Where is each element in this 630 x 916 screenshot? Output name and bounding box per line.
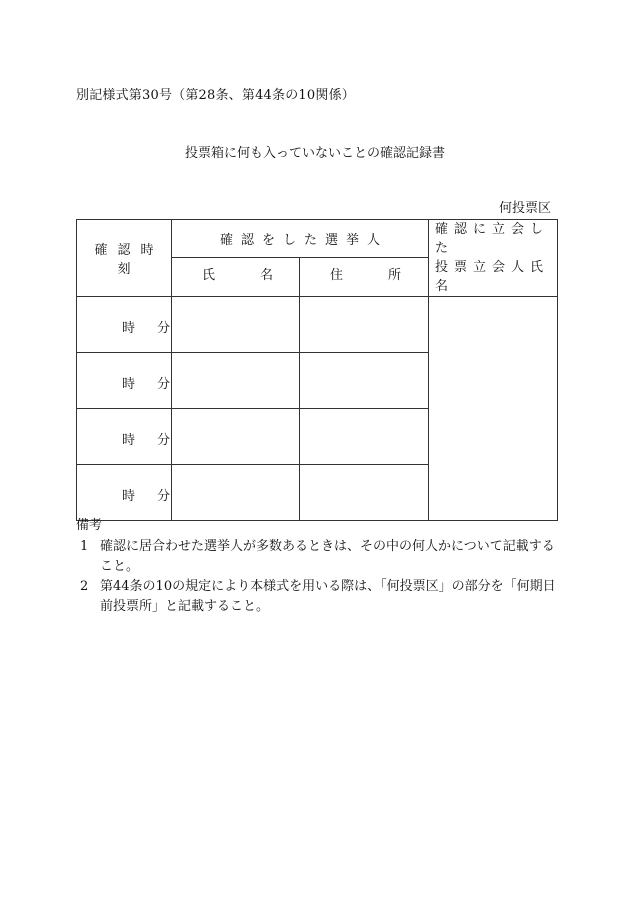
notes-title: 備考: [76, 518, 103, 533]
confirmation-record-table: [76, 219, 558, 521]
header-witness-line2: 投票立会人氏名: [435, 260, 550, 294]
minute-label: 分: [157, 321, 171, 336]
time-cell: [77, 465, 172, 521]
voter-address-cell[interactable]: [300, 465, 429, 521]
time-cell: [77, 297, 172, 353]
voter-name-cell[interactable]: [172, 297, 300, 353]
voter-name-cell[interactable]: [172, 465, 300, 521]
voter-address-cell[interactable]: [300, 409, 429, 465]
header-address: [300, 257, 429, 296]
note-item: [80, 537, 560, 577]
header-address-char1: 住: [330, 267, 344, 283]
minute-label: 分: [157, 377, 171, 392]
hour-label: 時: [122, 433, 136, 448]
document-title: 投票箱に何も入っていないことの確認記録書: [184, 146, 445, 161]
header-name-char1: 氏: [202, 267, 216, 283]
note-item: [80, 577, 560, 617]
note-number: 1: [80, 539, 89, 554]
header-name-char2: 名: [260, 267, 274, 283]
header-confirming-voters: 確認をした選挙人: [172, 220, 429, 258]
header-confirmation-time: 確認時刻: [77, 220, 172, 297]
note-text: 確認に居合わせた選挙人が多数あるときは、その中の何人かについて記載すること。: [100, 539, 555, 574]
voter-address-cell[interactable]: [300, 353, 429, 409]
header-witness-names: [429, 220, 558, 297]
header-name: [172, 257, 300, 296]
notes-section: [76, 514, 560, 617]
time-cell: [77, 353, 172, 409]
time-cell: [77, 409, 172, 465]
hour-label: 時: [122, 489, 136, 504]
form-number: 別記様式第30号（第28条、第44条の10関係）: [76, 88, 355, 103]
voter-name-cell[interactable]: [172, 353, 300, 409]
note-text: 第44条の10の規定により本様式を用いる際は、「何投票区」の部分を「何期日前投票所」と記載すること。: [100, 579, 556, 614]
header-address-char2: 所: [388, 267, 402, 283]
hour-label: 時: [122, 377, 136, 392]
table-row: [77, 297, 558, 353]
minute-label: 分: [157, 433, 171, 448]
hour-label: 時: [122, 321, 136, 336]
witness-names-cell[interactable]: [429, 297, 558, 521]
district-label: 何投票区: [498, 201, 551, 216]
voter-address-cell[interactable]: [300, 297, 429, 353]
note-number: 2: [80, 579, 89, 594]
voter-name-cell[interactable]: [172, 409, 300, 465]
minute-label: 分: [157, 489, 171, 504]
header-witness-line1: 確認に立会した: [435, 222, 550, 256]
